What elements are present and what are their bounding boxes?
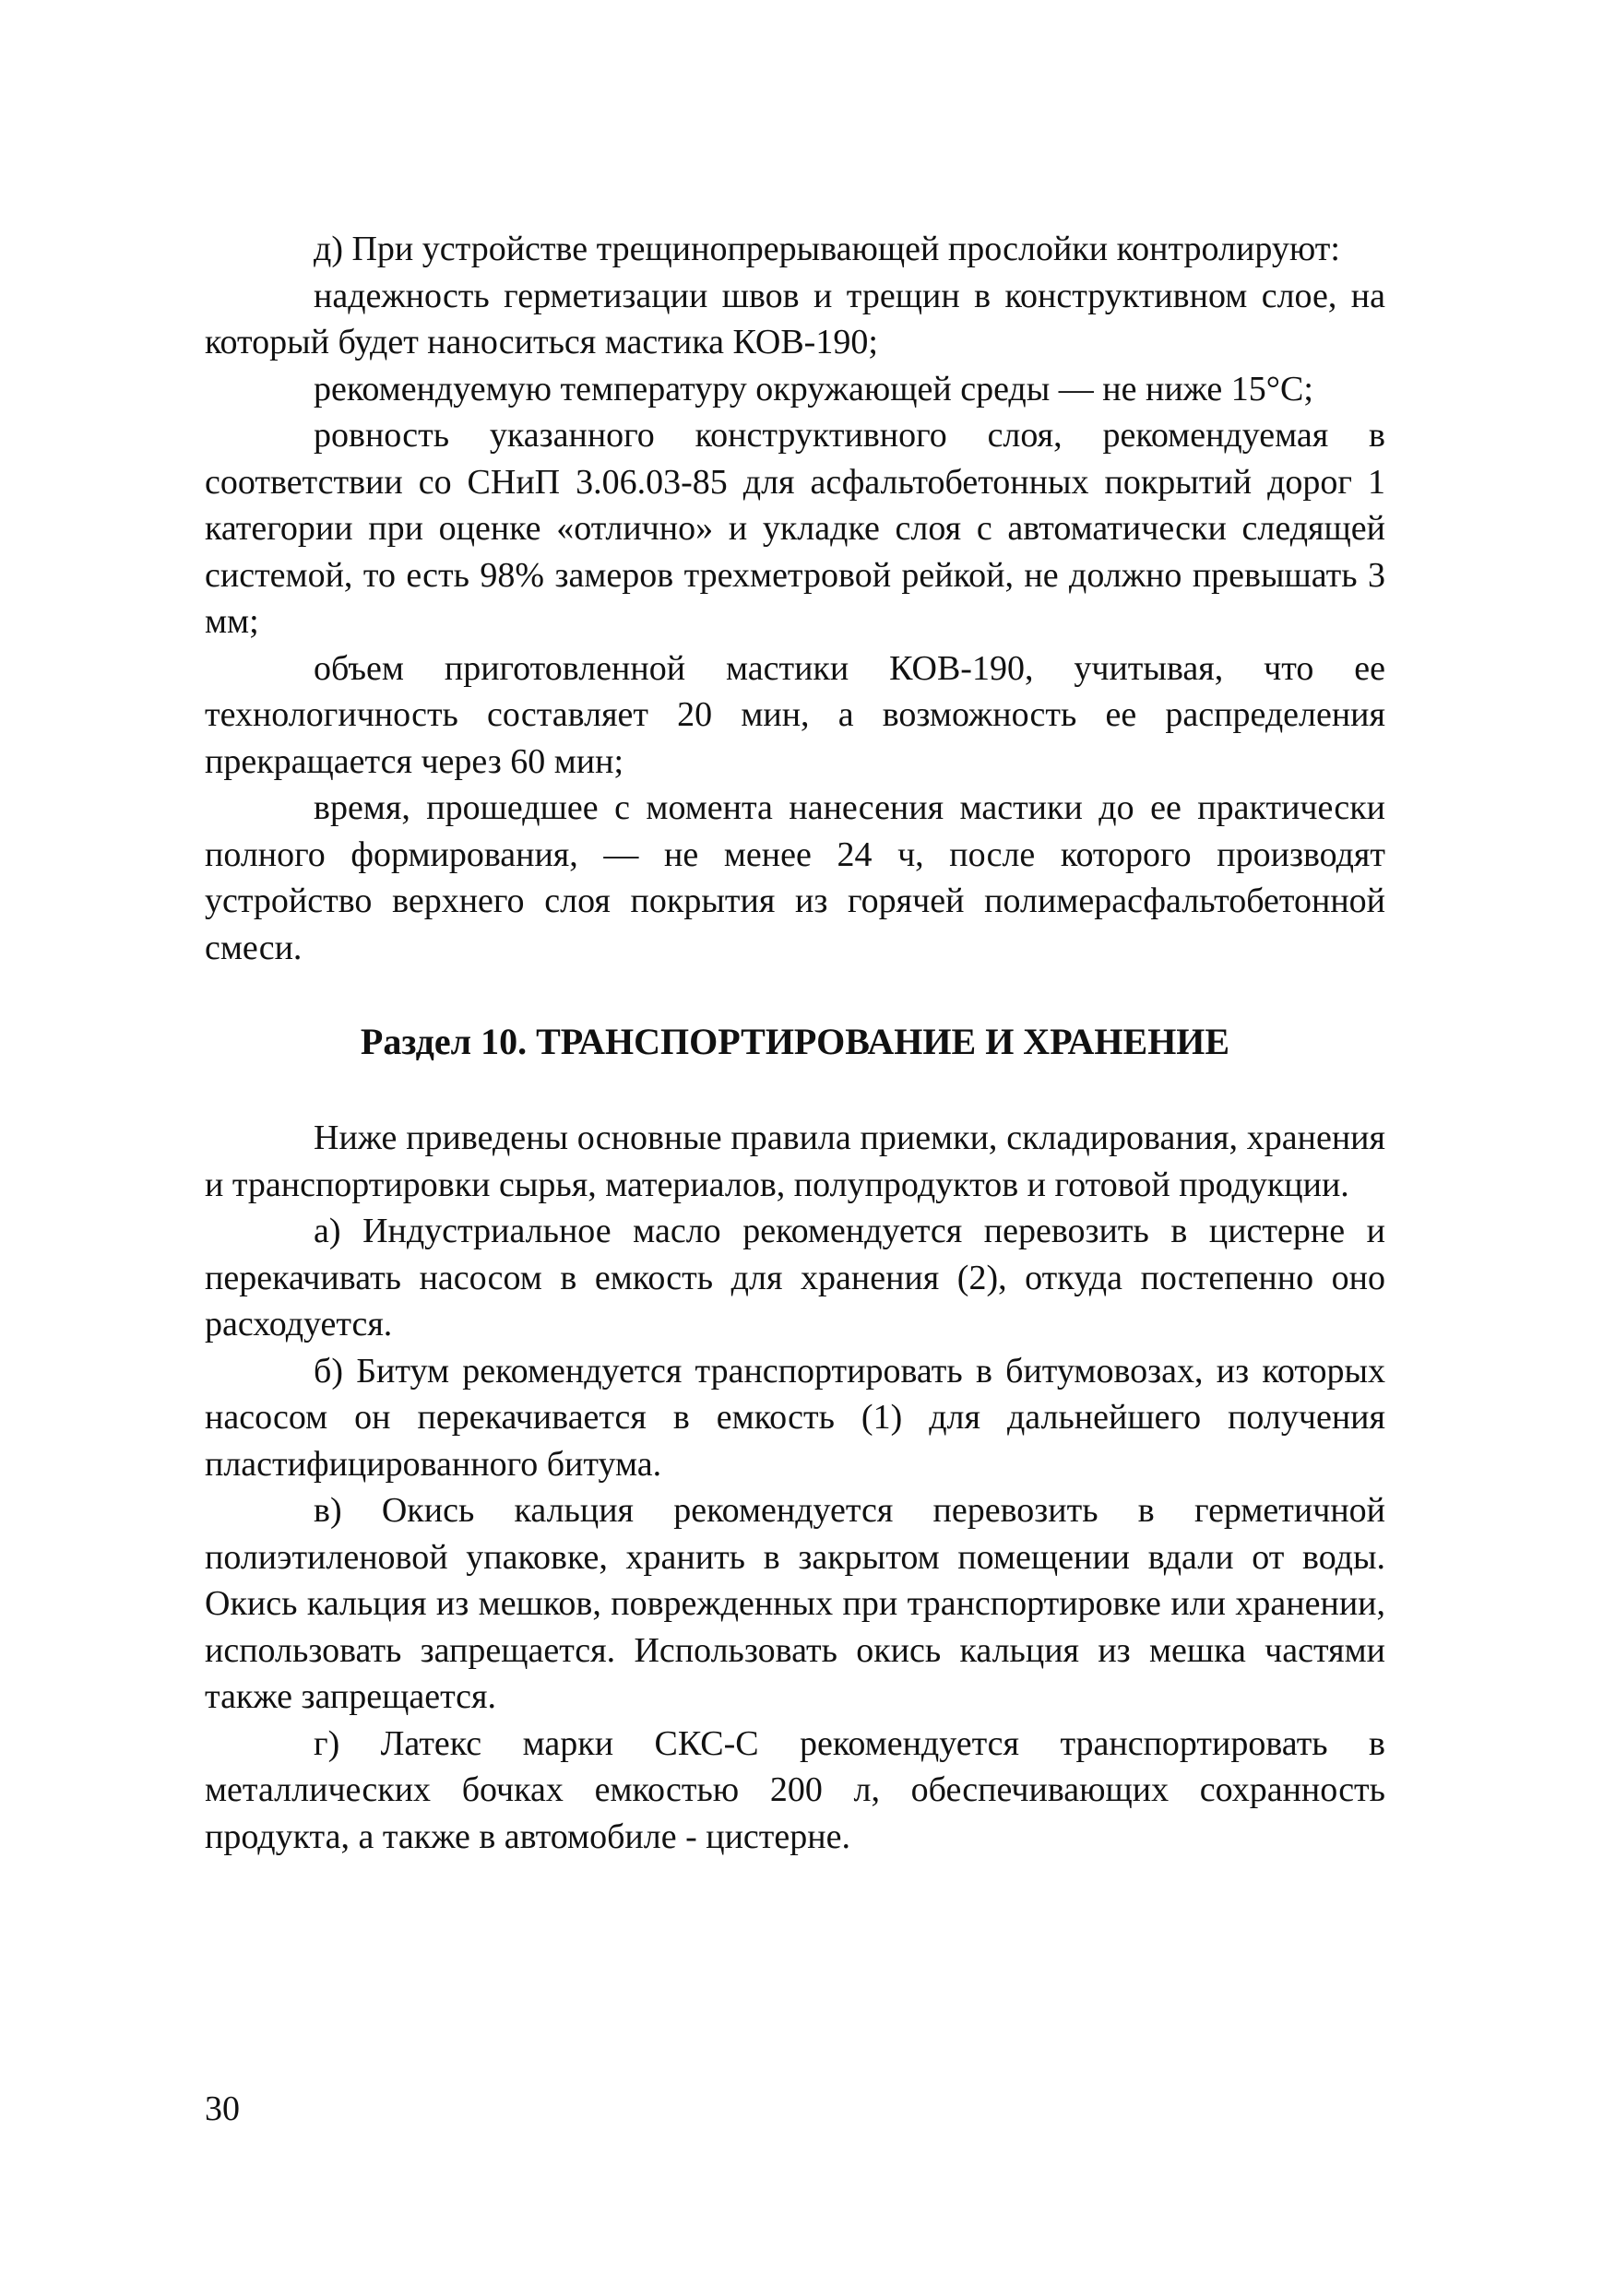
paragraph-a-oil: а) Индустриальное масло рекомендуется перевозить в цистерне и перекачивать насосом в емкость для хранения (2), откуда постепенно оно расходуется. (205, 1212, 1385, 1343)
paragraph-temperature: рекомендуемую температуру окружающей среды — не ниже 15°С; (314, 369, 1313, 408)
paragraph-seal-reliability: надежность герметизации швов и трещин в конструктивном слое, на который будет наноситься мастика КОВ-190; (205, 276, 1385, 361)
paragraph-d-control: д) При устройстве трещинопрерывающей прослойки контролируют: (314, 230, 1340, 268)
paragraph-g-latex: г) Латекс марки СКС-С рекомендуется транспортировать в металлических бочках емкостью 200 л, обеспечивающих сохранность продукта, а также в автомобиле - цистерне. (205, 1723, 1385, 1856)
paragraph-v-calcium-oxide: в) Окись кальция рекомендуется перевозить в герметичной полиэтиленовой упаковке, хранить в закрытом помещении вдали от воды. Окись кальция из мешков, поврежденных при транспортировке или хранении, использовать запрещается. Использовать окись кальция из мешка частями также запрещается. (205, 1491, 1385, 1716)
section-heading: Раздел 10. ТРАНСПОРТИРОВАНИЕ И ХРАНЕНИЕ (360, 1021, 1230, 1062)
paragraph-b-bitumen: б) Битум рекомендуется транспортировать в битумовозах, из которых насосом он перекачивается в емкость (1) для дальнейшего получения пластифицированного битума. (205, 1351, 1385, 1484)
page-number: 30 (205, 2089, 240, 2128)
paragraph-intro: Ниже приведены основные правила приемки, складирования, хранения и транспортировки сырья, материалов, полупродуктов и готовой продукции. (205, 1118, 1385, 1204)
document-page (205, 226, 1385, 1860)
paragraph-evenness: ровность указанного конструктивного слоя, рекомендуемая в соответствии со СНиП 3.06.03-85 для асфальтобетонных покрытий дорог 1 категории при оценке «отлично» и укладке слоя с автоматически следящей системой, то есть 98% замеров трехметровой рейкой, не должно превышать 3 мм; (205, 416, 1385, 641)
paragraph-mastic-volume: объем приготовленной мастики КОВ-190, учитывая, что ее технологичность составляет 20 мин, а возможность ее распределения прекращается через 60 мин; (205, 648, 1385, 781)
paragraph-curing-time: время, прошедшее с момента нанесения мастики до ее практически полного формирования, — не менее 24 ч, после которого производят устройство верхнего слоя покрытия из горячей полимерасфальтобетонной смеси. (205, 788, 1385, 967)
